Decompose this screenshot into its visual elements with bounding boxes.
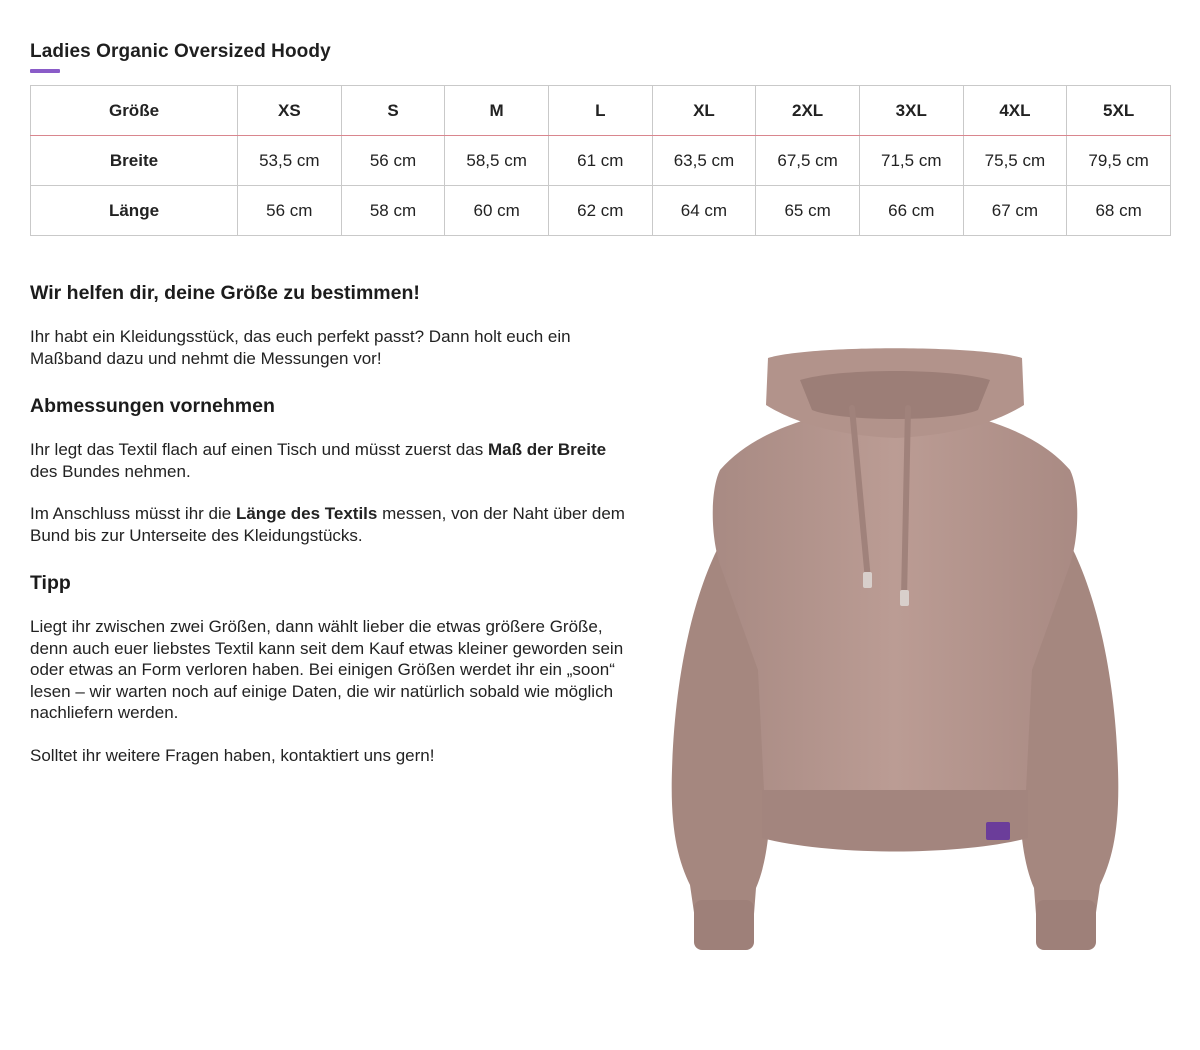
- size-col-4xl: 4XL: [963, 86, 1067, 136]
- size-header-label: Größe: [31, 86, 238, 136]
- size-table-header-row: [31, 86, 1171, 136]
- tip-paragraph-1: Liegt ihr zwischen zwei Größen, dann wählt lieber die etwas größere Größe, denn auch euer liebstes Textil kann seit dem Kauf etwas kleiner geworden sein oder etwas an Form verloren haben. Bei einigen Größen werdet ihr ein „soon“ lesen – wir warten noch auf einige Daten, die wir natürlich sobald wie möglich nachliefern werden.: [30, 617, 624, 722]
- size-col-xl: XL: [652, 86, 756, 136]
- table-cell: 68 cm: [1067, 186, 1171, 236]
- table-cell: 64 cm: [652, 186, 756, 236]
- table-cell: 60 cm: [445, 186, 549, 236]
- size-col-l: L: [548, 86, 652, 136]
- page-title: Ladies Organic Oversized Hoody: [30, 41, 331, 62]
- hoody-icon: [660, 340, 1130, 960]
- measure-heading: Abmessungen vornehmen: [30, 395, 275, 417]
- table-cell: 66 cm: [859, 186, 963, 236]
- table-cell: 56 cm: [341, 136, 445, 186]
- size-col-xs: XS: [238, 86, 342, 136]
- table-cell: 58 cm: [341, 186, 445, 236]
- row-label-breite: Breite: [31, 136, 238, 186]
- title-accent-bar: [30, 69, 60, 73]
- table-row-laenge: [31, 186, 1171, 236]
- size-table: [30, 85, 1171, 236]
- help-intro: Ihr habt ein Kleidungsstück, das euch perfekt passt? Dann holt euch ein Maßband dazu und nehmt die Messungen vor!: [30, 327, 571, 368]
- tip-heading: Tipp: [30, 572, 71, 594]
- row-label-laenge: Länge: [31, 186, 238, 236]
- tip-paragraph-2: Solltet ihr weitere Fragen haben, kontaktiert uns gern!: [30, 745, 435, 765]
- size-col-s: S: [341, 86, 445, 136]
- table-cell: 67,5 cm: [756, 136, 860, 186]
- table-cell: 67 cm: [963, 186, 1067, 236]
- measure-paragraph-2: Im Anschluss müsst ihr die Länge des Textils messen, von der Naht über dem Bund bis zur Unterseite des Kleidungstücks.: [30, 504, 625, 545]
- table-cell: 62 cm: [548, 186, 652, 236]
- table-cell: 56 cm: [238, 186, 342, 236]
- size-guide-text: [30, 280, 630, 766]
- table-cell: 71,5 cm: [859, 136, 963, 186]
- size-col-5xl: 5XL: [1067, 86, 1171, 136]
- table-cell: 63,5 cm: [652, 136, 756, 186]
- size-col-m: M: [445, 86, 549, 136]
- table-cell: 58,5 cm: [445, 136, 549, 186]
- table-cell: 75,5 cm: [963, 136, 1067, 186]
- table-cell: 53,5 cm: [238, 136, 342, 186]
- table-row-breite: [31, 136, 1171, 186]
- help-heading: Wir helfen dir, deine Größe zu bestimmen!: [30, 282, 420, 304]
- measure-paragraph-1: Ihr legt das Textil flach auf einen Tisch und müsst zuerst das Maß der Breite des Bundes nehmen.: [30, 440, 607, 481]
- table-cell: 61 cm: [548, 136, 652, 186]
- size-col-3xl: 3XL: [859, 86, 963, 136]
- size-col-2xl: 2XL: [756, 86, 860, 136]
- table-cell: 65 cm: [756, 186, 860, 236]
- table-cell: 79,5 cm: [1067, 136, 1171, 186]
